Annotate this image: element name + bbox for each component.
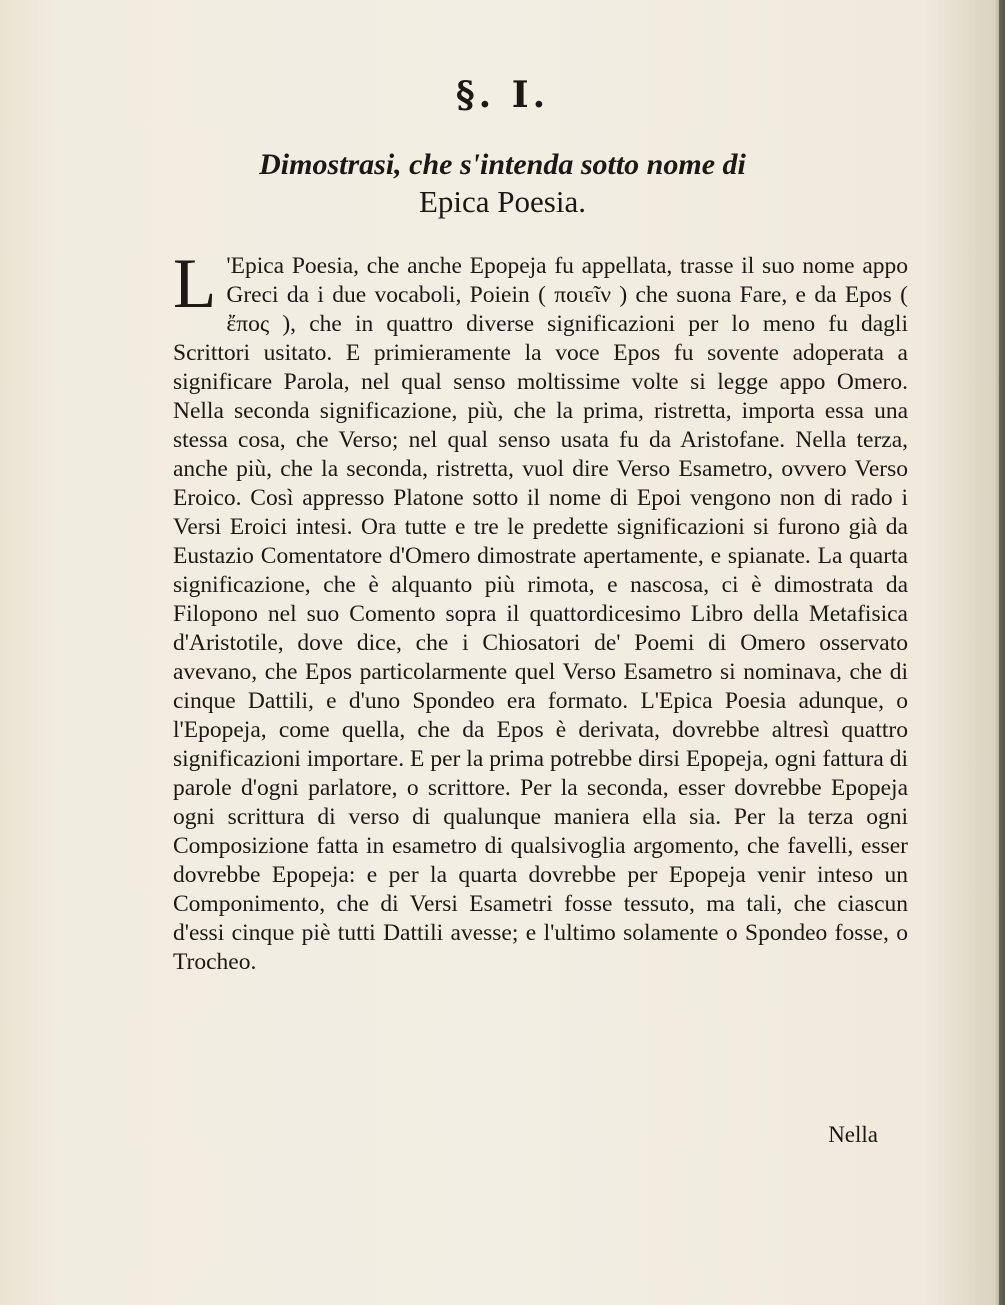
chapter-title-line-2: Epica Poesia. — [418, 184, 586, 219]
catchword: Nella — [828, 1122, 878, 1147]
body-paragraph — [173, 245, 908, 977]
chapter-title-line-1: Dimostrasi, che s'intenda sotto nome di — [259, 148, 746, 181]
drop-cap: L — [173, 245, 217, 323]
body-text: 'Epica Poesia, che anche Epopeja fu appellata, trasse il suo nome appo Greci da i due vocaboli, Poiein ( ποιεῖν ) che suona Fare, e da Epos ( ἔπος ), che in quattro diverse significazioni per lo meno fu dagli Scrittori usitato. E primieramente la voce Epos fu sovente adoperata a significare Parola, nel qual senso moltissime volte si legge appo Omero. Nella seconda significazione, più, che la prima, ristretta, importa essa una stessa cosa, che Verso; nel qual senso usata fu da Aristofane. Nella terza, anche più, che la seconda, ristretta, vuol dire Verso Esametro, ovvero Verso Eroico. Così appresso Platone sotto il nome di Epoi vengono non di rado i Versi Eroici intesi. Ora tutte e tre le predette significazioni si furono già da Eustazio Comentatore d'Omero dimostrate apertamente, e spianate. La quarta significazione, che è alquanto più rimota, e nascosa, ci è dimostrata da Filopono nel suo Comento sopra il quattordicesimo Libro della Metafisica d'Aristotile, dove dice, che i Chiosatori de' Poemi di Omero osservato avevano, che Epos particolarmente quel Verso Esametro si nominava, che di cinque Dattili, e d'uno Spondeo era formato. L'Epica Poesia adunque, o l'Epopeja, come quella, che da Epos è derivata, dovrebbe altresì quattro significazioni importare. E per la prima potrebbe dirsi Epopeja, ogni fattura di parole d'ogni parlatore, o scrittore. Per la seconda, esser dovrebbe Epopeja ogni scrittura di verso di qualunque maniera ella sia. Per la terza ogni Composizione fatta in esametro di qualsivoglia argomento, che favelli, esser dovrebbe Epopeja: e per la quarta dovrebbe per Epopeja venir inteso un Componimento, che di Versi Esametri fosse tessuto, ma tali, che ciascun d'essi cinque piè tutti Dattili avesse; e l'ultimo solamente o Spondeo fosse, o Trocheo. — [173, 253, 908, 975]
section-heading: §. I. — [455, 74, 550, 116]
